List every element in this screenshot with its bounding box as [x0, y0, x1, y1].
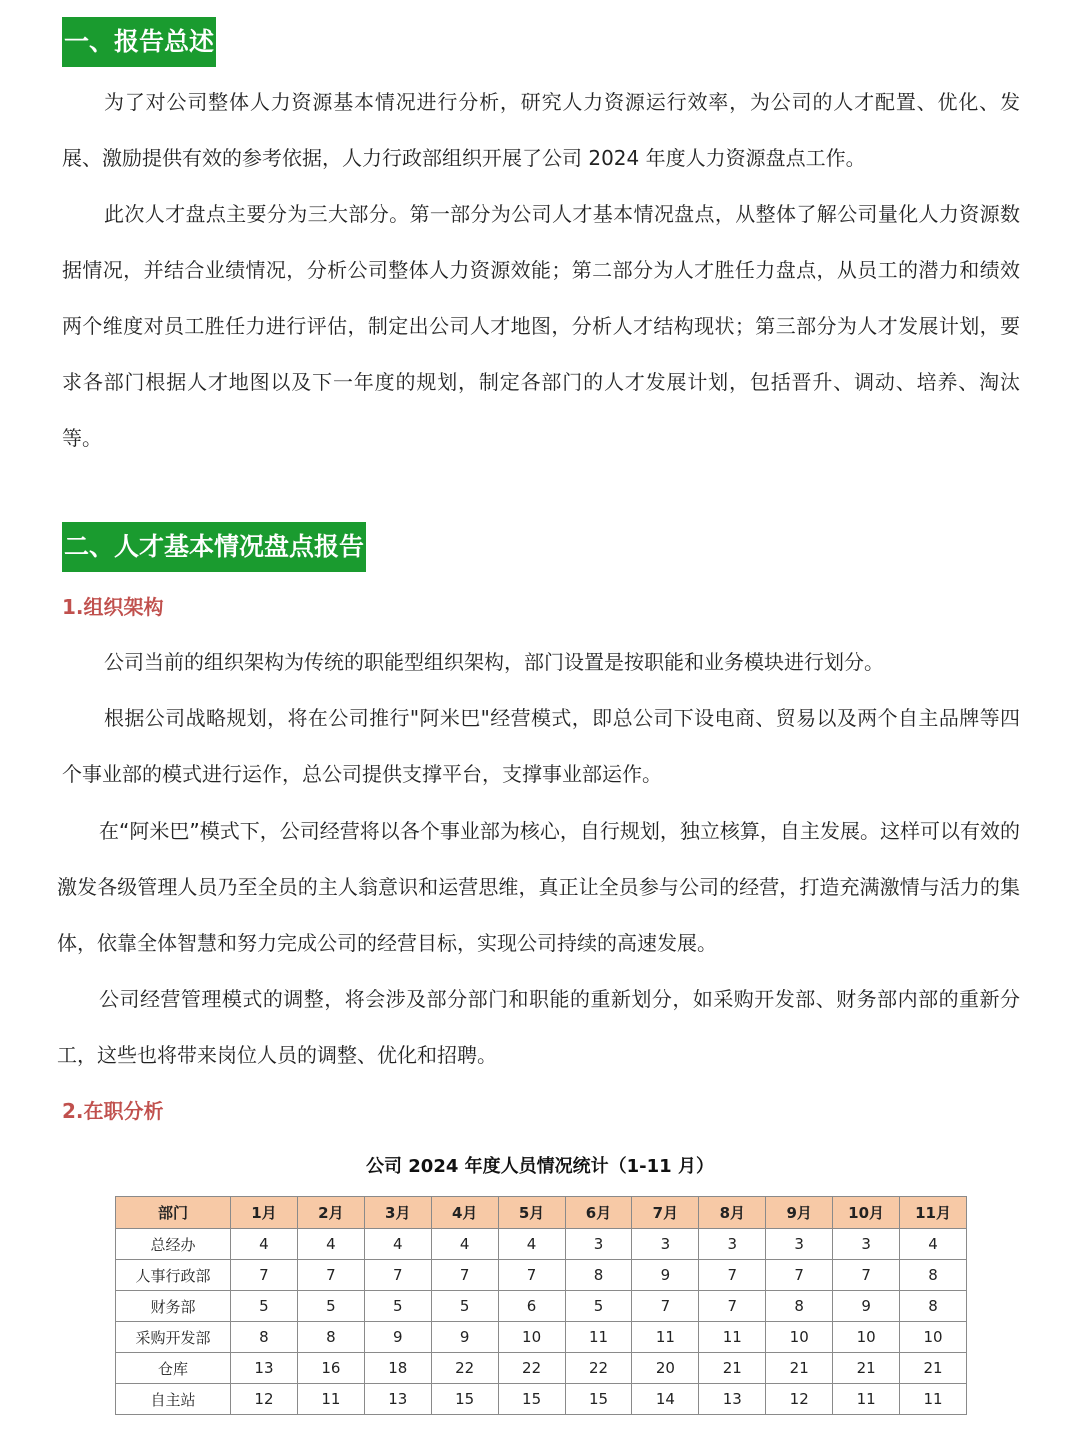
- table-cell-count: 22: [431, 1353, 498, 1384]
- sub-heading-staff-analysis: 2.在职分析: [62, 1099, 164, 1123]
- table-cell-count: 10: [498, 1322, 565, 1353]
- table-cell-count: 12: [231, 1384, 298, 1415]
- table-cell-count: 21: [900, 1353, 967, 1384]
- table-cell-department: 总经办: [116, 1229, 231, 1260]
- table-cell-count: 15: [565, 1384, 632, 1415]
- table-cell-count: 4: [297, 1229, 364, 1260]
- table-cell-count: 7: [231, 1260, 298, 1291]
- table-title: 公司 2024 年度人员情况统计（1-11 月）: [366, 1156, 714, 1177]
- table-cell-count: 10: [900, 1322, 967, 1353]
- table-header-cell: 4月: [431, 1197, 498, 1229]
- table-cell-count: 9: [833, 1291, 900, 1322]
- table-cell-department: 财务部: [116, 1291, 231, 1322]
- table-header-cell: 7月: [632, 1197, 699, 1229]
- paragraph-org-amoeba-plan: 根据公司战略规划，将在公司推行"阿米巴"经营模式，即总公司下设电商、贸易以及两个自主品牌等四个事业部的模式进行运作，总公司提供支撑平台，支撑事业部运作。: [62, 706, 1020, 786]
- table-cell-count: 9: [632, 1260, 699, 1291]
- table-header-row: [116, 1197, 967, 1229]
- table-cell-count: 8: [297, 1322, 364, 1353]
- table-cell-department: 仓库: [116, 1353, 231, 1384]
- table-cell-department: 采购开发部: [116, 1322, 231, 1353]
- table-cell-count: 5: [297, 1291, 364, 1322]
- table-cell-count: 3: [632, 1229, 699, 1260]
- staff-statistics-table: [115, 1196, 967, 1415]
- table-cell-count: 7: [297, 1260, 364, 1291]
- sub-heading-org-structure: 1.组织架构: [62, 595, 164, 619]
- table-cell-count: 12: [766, 1384, 833, 1415]
- table-cell-count: 7: [766, 1260, 833, 1291]
- table-header-cell: 部门: [116, 1197, 231, 1229]
- table-row: [116, 1260, 967, 1291]
- table-cell-count: 8: [900, 1260, 967, 1291]
- table-cell-count: 3: [766, 1229, 833, 1260]
- table-cell-count: 5: [231, 1291, 298, 1322]
- table-cell-count: 11: [632, 1322, 699, 1353]
- table-cell-count: 14: [632, 1384, 699, 1415]
- table-cell-count: 9: [431, 1322, 498, 1353]
- table-header-cell: 2月: [297, 1197, 364, 1229]
- paragraph-org-adjustment: 公司经营管理模式的调整，将会涉及部分部门和职能的重新划分，如采购开发部、财务部内部的重新分工，这些也将带来岗位人员的调整、优化和招聘。: [57, 987, 1020, 1067]
- table-cell-count: 7: [431, 1260, 498, 1291]
- table-row: [116, 1384, 967, 1415]
- table-row: [116, 1353, 967, 1384]
- table-cell-count: 4: [431, 1229, 498, 1260]
- table-cell-count: 11: [565, 1322, 632, 1353]
- table-cell-count: 18: [364, 1353, 431, 1384]
- table-cell-count: 10: [766, 1322, 833, 1353]
- paragraph-overview-scope: 此次人才盘点主要分为三大部分。第一部分为公司人才基本情况盘点，从整体了解公司量化人力资源数据情况，并结合业绩情况，分析公司整体人力资源效能；第二部分为人才胜任力盘点，从员工的潜力和绩效两个维度对员工胜任力进行评估，制定出公司人才地图，分析人才结构现状；第三部分为人才发展计划，要求各部门根据人才地图以及下一年度的规划，制定各部门的人才发展计划，包括晋升、调动、培养、淘汰等。: [62, 202, 1020, 450]
- table-cell-count: 21: [766, 1353, 833, 1384]
- table-row: [116, 1229, 967, 1260]
- table-cell-count: 15: [431, 1384, 498, 1415]
- table-header-cell: 6月: [565, 1197, 632, 1229]
- table-cell-count: 13: [231, 1353, 298, 1384]
- table-cell-count: 7: [364, 1260, 431, 1291]
- table-cell-department: 自主站: [116, 1384, 231, 1415]
- table-cell-count: 13: [699, 1384, 766, 1415]
- table-header-cell: 9月: [766, 1197, 833, 1229]
- table-cell-count: 11: [900, 1384, 967, 1415]
- table-cell-count: 7: [833, 1260, 900, 1291]
- table-cell-count: 20: [632, 1353, 699, 1384]
- table-cell-count: 3: [699, 1229, 766, 1260]
- table-cell-count: 8: [900, 1291, 967, 1322]
- table-cell-count: 4: [498, 1229, 565, 1260]
- table-cell-count: 3: [565, 1229, 632, 1260]
- table-header-cell: 8月: [699, 1197, 766, 1229]
- table-cell-count: 10: [833, 1322, 900, 1353]
- table-cell-count: 7: [632, 1291, 699, 1322]
- table-cell-count: 11: [297, 1384, 364, 1415]
- table-cell-count: 3: [833, 1229, 900, 1260]
- table-cell-count: 8: [766, 1291, 833, 1322]
- table-cell-count: 22: [498, 1353, 565, 1384]
- paragraph-org-amoeba-mode: 在“阿米巴”模式下，公司经营将以各个事业部为核心，自行规划，独立核算，自主发展。这样可以有效的激发各级管理人员乃至全员的主人翁意识和运营思维，真正让全员参与公司的经营，打造充满激情与活力的集体，依靠全体智慧和努力完成公司的经营目标，实现公司持续的高速发展。: [57, 819, 1020, 955]
- table-cell-count: 9: [364, 1322, 431, 1353]
- table-cell-count: 8: [231, 1322, 298, 1353]
- table-cell-count: 5: [364, 1291, 431, 1322]
- table-row: [116, 1291, 967, 1322]
- table-cell-count: 21: [833, 1353, 900, 1384]
- table-cell-count: 4: [231, 1229, 298, 1260]
- table-header-cell: 3月: [364, 1197, 431, 1229]
- table-header-cell: 10月: [833, 1197, 900, 1229]
- table-cell-count: 16: [297, 1353, 364, 1384]
- table-cell-count: 11: [833, 1384, 900, 1415]
- table-cell-count: 13: [364, 1384, 431, 1415]
- table-cell-count: 21: [699, 1353, 766, 1384]
- table-cell-count: 4: [364, 1229, 431, 1260]
- paragraph-overview-purpose: 为了对公司整体人力资源基本情况进行分析，研究人力资源运行效率，为公司的人才配置、优化、发展、激励提供有效的参考依据，人力行政部组织开展了公司 2024 年度人力资源盘点工作。: [62, 90, 1020, 170]
- table-cell-count: 5: [431, 1291, 498, 1322]
- section-heading-overview: 一、报告总述: [62, 17, 216, 67]
- table-cell-count: 11: [699, 1322, 766, 1353]
- table-cell-count: 6: [498, 1291, 565, 1322]
- table-header-cell: 5月: [498, 1197, 565, 1229]
- table-header-cell: 11月: [900, 1197, 967, 1229]
- paragraph-org-current: 公司当前的组织架构为传统的职能型组织架构，部门设置是按职能和业务模块进行划分。: [104, 650, 884, 674]
- table-cell-count: 22: [565, 1353, 632, 1384]
- table-row: [116, 1322, 967, 1353]
- table-cell-department: 人事行政部: [116, 1260, 231, 1291]
- table-cell-count: 5: [565, 1291, 632, 1322]
- table-cell-count: 15: [498, 1384, 565, 1415]
- table-cell-count: 4: [900, 1229, 967, 1260]
- section-heading-talent-report: 二、人才基本情况盘点报告: [62, 522, 366, 572]
- table-cell-count: 7: [699, 1291, 766, 1322]
- table-header-cell: 1月: [231, 1197, 298, 1229]
- table-cell-count: 7: [498, 1260, 565, 1291]
- table-cell-count: 7: [699, 1260, 766, 1291]
- table-cell-count: 8: [565, 1260, 632, 1291]
